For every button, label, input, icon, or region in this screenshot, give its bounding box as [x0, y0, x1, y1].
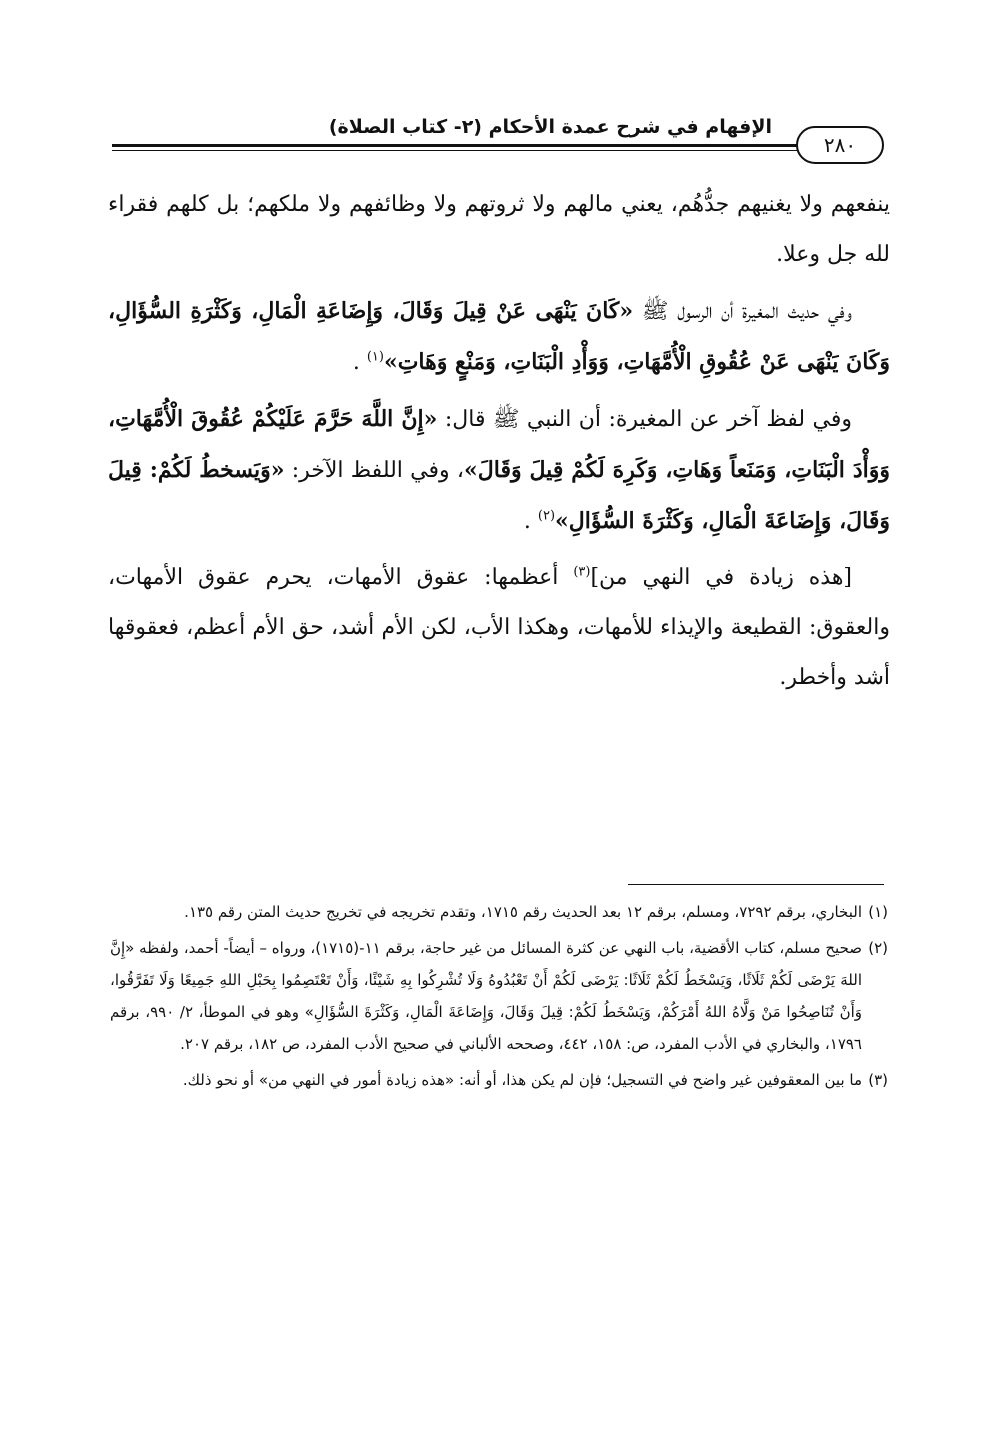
footnote-ref-3[interactable]: (٣)	[573, 564, 591, 580]
paragraph-4-text: أعظمها: عقوق الأمهات، يحرم عقوق الأمهات، والعقوق: القطيعة والإيذاء للأمهات، وهكذا الأب، لكن الأم أشد، حق الأم أعظم، فعقوقها أشد وأخطر.	[108, 565, 890, 690]
page-header	[112, 106, 888, 166]
footnote-number: (١)	[868, 903, 888, 921]
footnote-ref-1[interactable]: (١)	[366, 349, 384, 365]
footnote-separator	[628, 884, 884, 885]
footnotes	[110, 896, 888, 1100]
header-rule-thin	[112, 150, 800, 151]
footnote-number: (٣)	[868, 1071, 888, 1089]
running-title: الإفهام في شرح عمدة الأحكام (٢- كتاب الصلاة)	[328, 116, 772, 138]
paragraph-3-end: .	[523, 509, 538, 534]
paragraph-3-middle: ، وفي اللفظ الآخر:	[284, 458, 465, 483]
paragraph-4	[108, 553, 890, 703]
paragraph-2-intro: وفي حديث المغيرة أن الرسول ﷺ	[633, 299, 853, 324]
footnote-2	[110, 932, 888, 1060]
paragraph-1: ينفعهم ولا يغنيهم جدُّهُم، يعني مالهم ولا ثروتهم ولا وظائفهم ولا ملكهم؛ بل كلهم فقراء لله جل وعلا.	[108, 192, 890, 267]
footnote-number: (٢)	[868, 939, 888, 957]
footnote-text: البخاري، برقم ٧٢٩٢، ومسلم، برقم ١٢ بعد الحديث رقم ١٧١٥، وتقدم تخريجه في تخريج حديث المتن رقم ١٣٥.	[184, 903, 862, 921]
paragraph-3	[108, 394, 890, 547]
footnote-1	[110, 896, 888, 928]
paragraph-2-end: .	[352, 350, 367, 375]
hadith-text-1: «كَانَ يَنْهَى عَنْ قِيلَ وَقَالَ، وَإِضَاعَةِ الْمَالِ، وَكَثْرَةِ السُّؤَالِ، وَكَانَ يَنْهَى عَنْ عُقُوقِ الْأُمَّهَاتِ، وَوَأْدِ الْبَنَاتِ، وَمَنْعٍ وَهَاتِ»	[108, 298, 890, 375]
paragraph-3-intro: وفي لفظ آخر عن المغيرة: أن النبي ﷺ قال:	[437, 407, 852, 432]
footnote-text: صحيح مسلم، كتاب الأقضية، باب النهي عن كثرة المسائل من غير حاجة، برقم ١١-(١٧١٥)، ورواه – أيضاً- أحمد، ولفظه «إِنَّ اللهَ يَرْضَى لَكُمْ ثَلَاثًا، وَيَسْخَطُ لَكُمْ ثَلَاثًا: يَرْضَى لَكُمْ أَنْ تَعْبُدُوهُ وَلَا تُشْرِكُوا بِهِ شَيْئًا، وَأَنْ تَعْتَصِمُوا بِحَبْلِ اللهِ جَمِيعًا وَلَا تَفَرَّقُوا، وَأَنْ تُنَاصِحُوا مَنْ وَلَّاهُ اللهُ أَمْرَكُمْ، وَيَسْخَطُ لَكُمْ: قِيلَ وَقَالَ، وَإِضَاعَةَ الْمَالِ، وَكَثْرَةَ السُّؤَالِ» وهو في الموطأ، ٢/ ٩٩٠، برقم ١٧٩٦، والبخاري في الأدب المفرد، ص: ١٥٨، ٤٤٢، وصححه الألباني في صحيح الأدب المفرد، ص ١٨٢، برقم ٢٠٧.	[110, 939, 862, 1053]
footnote-text: ما بين المعقوفين غير واضح في التسجيل؛ فإن لم يكن هذا، أو أنه: «هذه زيادة أمور في النهي من» أو نحو ذلك.	[182, 1071, 862, 1089]
hadith-text-3: «وَيَسخطُ لَكُمْ: قِيلَ وَقَالَ، وَإِضَاعَةَ الْمَالِ، وَكَثْرَةَ السُّؤَالِ»	[108, 457, 890, 534]
footnote-ref-2[interactable]: (٢)	[537, 508, 556, 524]
main-text	[108, 180, 890, 709]
paragraph-2	[108, 286, 890, 388]
footnote-3	[110, 1064, 888, 1096]
bracketed-phrase: [هذه زيادة في النهي من]	[590, 565, 852, 590]
page-number: ٢٨٠	[796, 126, 884, 164]
hadith-text-2: «إِنَّ اللَّهَ حَرَّمَ عَلَيْكُمْ عُقُوقَ الْأُمَّهَاتِ، وَوَأْدَ الْبَنَاتِ، وَمَنَعاً وَهَاتِ، وَكَرِهَ لَكُمْ قِيلَ وَقَالَ»	[108, 406, 890, 483]
header-rule-thick	[112, 144, 800, 147]
